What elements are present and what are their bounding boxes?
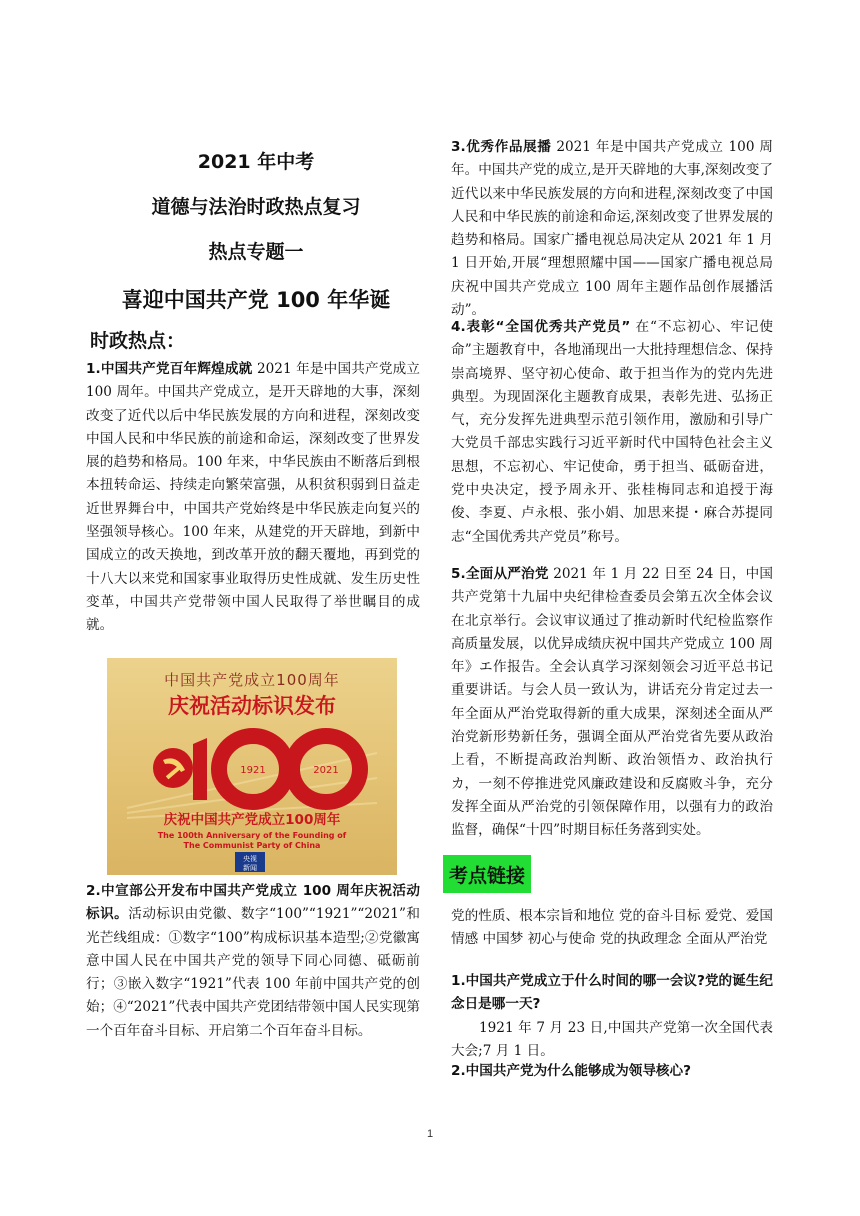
item-2-body: 活动标识由党徽、数字“100”“1921”“2021”和光芒线组成：①数字“100”构成标识基本造型;②党徽寓意中国人民在中国共产党的领导下同心同德、砥砺前行；③嵌入数字“1921”代表 100 年前中国共产党的创始；④“2021”代表中国共产党团结带领中国人民实现第一个百年奋斗目标、开启第二个百年奋斗目标。 [86, 906, 420, 1039]
question-2-text: 2.中国共产党为什么能够成为领导核心? [451, 1063, 692, 1079]
poster-graphic [107, 658, 397, 875]
item-4-title: 4.表彰“全国优秀共产党员” [451, 319, 631, 335]
poster-year-left: 1921 [240, 765, 266, 776]
poster-en-caption-1: The 100th Anniversary of the Founding of [157, 831, 347, 840]
question-1 [451, 970, 773, 1017]
poster-badge-line2: 新闻 [243, 864, 257, 872]
item-1-body: 2021 年是中国共产党成立 100 周年。中国共产党成立，是开天辟地的大事，深刻改变了近代以后中华民族发展的方向和进程，深刻改变中国人民和中华民族的前途和命运，深刻改变了世界发展的趋势和格局。100 年来，中华民族由不断落后到根本扭转命运、持续走向繁荣富强，从积贫积弱到日益走近世界舞台中，中国共产党始终是中华民族走向复兴的坚强领导核心。100 年来，从建党的开天辟地，到新中国成立的改天换地，到改革开放的翻天覆地，再到党的十八大以来党和国家事业取得历史性成就、发生历史性变革，中国共产党带领中国人民取得了举世瞩目的成就。 [86, 361, 420, 634]
poster-badge-line1: 央视 [243, 855, 257, 863]
party-emblem-icon [153, 748, 193, 788]
anniversary-poster-image [107, 658, 397, 875]
kaodian-heading: 考点链接 [443, 855, 531, 893]
item-5-paragraph [451, 563, 773, 843]
answer-1: 1921 年 7 月 23 日,中国共产党第一次全国代表大会;7 月 1 日。 [451, 1020, 773, 1060]
page-number: 1 [426, 1128, 434, 1140]
poster-top-line: 中国共产党成立100周年 [164, 671, 340, 689]
poster-en-caption-2: The Communist Party of China [183, 841, 321, 850]
item-1-title: 1.中国共产党百年辉煌成就 [86, 361, 253, 377]
doc-title-topic: 热点专题一 [208, 241, 304, 263]
item-5-title: 5.全面从严治党 [451, 566, 549, 582]
question-1-text: 1.中国共产党成立于什么时间的哪一会议?党的诞生纪念日是哪一天? [451, 973, 773, 1013]
poster-cn-caption: 庆祝中国共产党成立100周年 [163, 812, 341, 828]
doc-title-year: 2021 年中考 [197, 151, 315, 173]
poster-headline: 庆祝活动标识发布 [168, 694, 336, 718]
section-heading: 时政热点： [90, 330, 186, 352]
doc-title-subject: 道德与法治时政热点复习 [151, 196, 361, 218]
item-4-paragraph [451, 316, 773, 549]
item-2-paragraph [86, 880, 420, 1043]
kaodian-topics: 党的性质、根本宗旨和地位 党的奋斗目标 爱党、爱国情感 中国梦 初心与使命 党的执政理念 全面从严治党 [451, 908, 773, 948]
item-1-paragraph [86, 358, 420, 638]
item-5-body: 2021 年 1 月 22 日至 24 日，中国共产党第十九届中央纪律检查委员会第五次全体会议在北京举行。会议审议通过了推动新时代纪检监察作高质量发展，以优异成绩庆祝中国共产党成立 100 周年》エ作报告。全会认真学习深刻领会习近平总书记重要讲话。与会人员一致认为，讲话充分肯定过去一年全面从严治党取得新的重大成果，深刻述全面从严治党新形势新任务，强调全面从严治党省先要从政治上看，不断提高政治判断、政治领悟カ、政治执行カ，一刻不停推进党风廉政建设和反腐败斗争，充分发挥全面从严治党的引领保障作用，以强有力的政治监督，确保“十四”时期目标任务落到实处。 [451, 566, 773, 839]
poster-year-right: 2021 [313, 765, 339, 776]
item-3-title: 3.优秀作品展播 [451, 139, 552, 155]
item-3-paragraph [451, 136, 773, 322]
numeral-one-shape [193, 738, 207, 800]
item-4-body: 在“不忘初心、牢记使命”主题教育中，各地涌现出一大批持理想信念、保持崇高境界、坚守初心使命、敢于担当作为的党内先进典型。为现固深化主题教育成果，表彰先进、弘扬正气，充分发挥先进典型示范引领作用，激励和引导广大党员千部忠实践行习近平新时代中国特色社会主义思想，不忘初心、牢记使命，勇于担当、砥砺奋进，党中央决定，授予周永开、张桂梅同志和追授于海俊、李夏、卢永根、张小娟、加思来提・麻合苏提同志“全国优秀共产党员”称号。 [451, 319, 773, 545]
item-3-body: 2021 年是中国共产党成立 100 周年。中国共产党的成立,是开天辟地的大事,深刻改变了近代以来中华民族发展的方向和进程,深刻改变了中国人民和中华民族的前途和命运,深刻改变了世界发展的趋势和格局。国家广播电视总局决定从 2021 年 1 月 1 日开始,开展“理想照耀中国——国家广播电视总局庆祝中国共产党成立 100 周年主题作品创作展播活动”。 [451, 139, 773, 319]
question-2 [451, 1060, 773, 1083]
item-2-title: 2.中宣部公开发布中国共产党成立 100 周年庆祝活动标识。 [86, 883, 420, 923]
doc-title-theme: 喜迎中国共产党 100 年华诞 [121, 288, 391, 312]
